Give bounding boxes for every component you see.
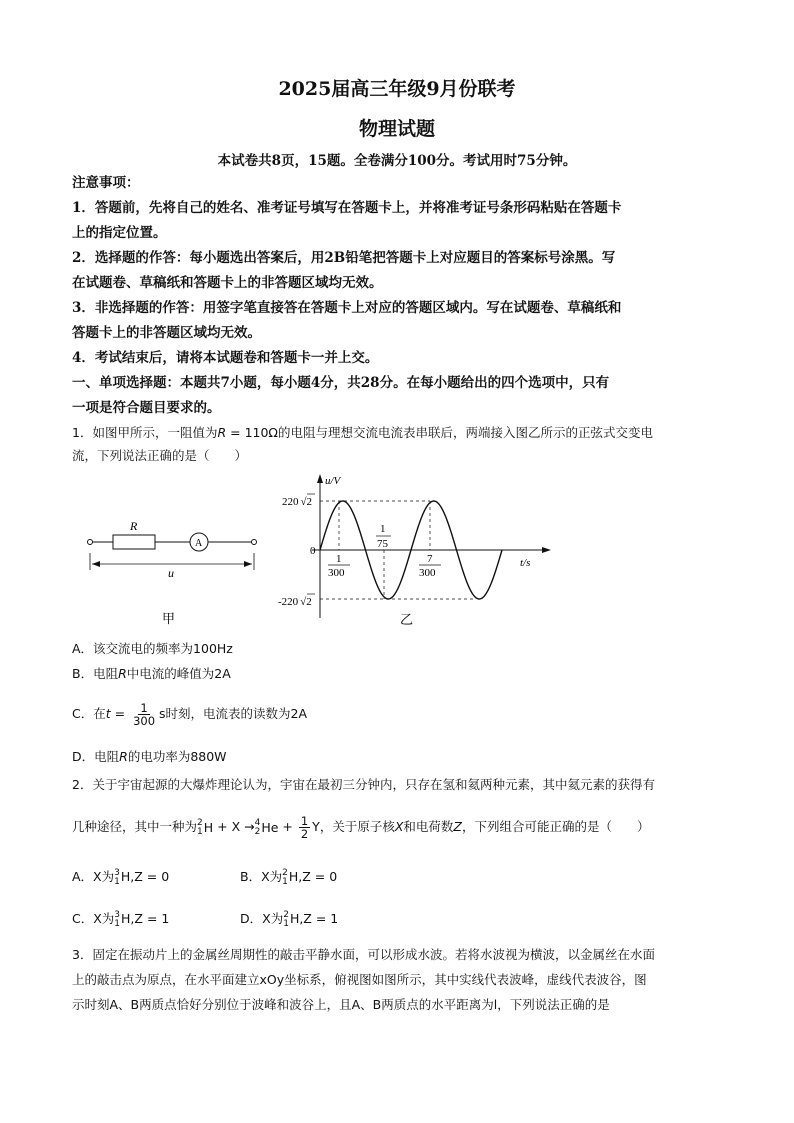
q1-figure-waveform bbox=[270, 470, 560, 632]
note-2-line-1: 2．选择题的作答：每小题选出答案后，用2B铅笔把答题卡上对应题目的答案标号涂黑。写 bbox=[72, 250, 616, 266]
figure-yi-caption: 乙 bbox=[400, 612, 414, 627]
note-3-line-1: 3．非选择题的作答：用签字笔直接答在答题卡上对应的答题区域内。写在试题卷、草稿纸和 bbox=[72, 300, 622, 316]
tick-3-num: 7 bbox=[427, 553, 433, 565]
q1-option-d: D．电阻R的电功率为880W bbox=[72, 749, 227, 764]
ammeter-label: A bbox=[195, 538, 203, 549]
q1-option-c: C．在t = $\frac{1}{300}$ s时刻，电流表的读数为2A bbox=[72, 701, 308, 728]
voltage-label: u bbox=[168, 566, 174, 580]
page-title: 2025届高三年级9月份联考 bbox=[278, 78, 516, 100]
q2-option-d: D．X为 2 1 H,Z = 1 bbox=[240, 910, 339, 929]
q2-option-b: B．X为 2 1 H,Z = 0 bbox=[240, 868, 338, 887]
q3-stem-line-1: 3．固定在振动片上的金属丝周期性的敲击平静水面，可以形成水波。若将水波视为横波，以金属丝在水面 bbox=[72, 947, 655, 962]
subject-title: 物理试题 bbox=[358, 118, 435, 140]
section-1-line-1: 一、单项选择题：本题共7小题，每小题4分，共28分。在每小题给出的四个选项中，只有 bbox=[72, 375, 610, 391]
q2-option-c: C．X为 3 1 H,Z = 1 bbox=[72, 910, 170, 929]
tick-2-den: 75 bbox=[377, 538, 388, 550]
tick-1-num: 1 bbox=[336, 553, 342, 565]
x-axis-label: t/s bbox=[520, 557, 531, 569]
section-1-line-2: 一项是符合题目要求的。 bbox=[72, 400, 221, 416]
q1-option-a: A．该交流电的频率为100Hz bbox=[72, 641, 233, 656]
origin-label: 0 bbox=[310, 545, 316, 557]
y-peak-label: 220 √2 bbox=[282, 496, 313, 508]
q1-stem-line-1: 1．如图甲所示，一阻值为R = 110Ω的电阻与理想交流电流表串联后，两端接入图乙所示的正弦式交变电 bbox=[72, 425, 654, 440]
q2-stem-line-2: 几种途径，其中一种为 2 1 H + X → 4 2 He + $\frac{1}{2}$ Y，关于原子核X和电荷数Z，下列组合可能正确的是（ ） bbox=[72, 814, 650, 841]
figure-jia-caption: 甲 bbox=[162, 611, 176, 626]
q3-stem-line-3: 示时刻A、B两质点恰好分别位于波峰和波谷上，且A、B两质点的水平距离为l，下列说法正确的是 bbox=[72, 997, 610, 1012]
q2-option-a: A．X为 3 1 H,Z = 0 bbox=[72, 868, 170, 887]
note-3-line-2: 答题卡上的非答题区域均无效。 bbox=[72, 325, 261, 341]
tick-2-num: 1 bbox=[380, 523, 386, 535]
note-4: 4．考试结束后，请将本试题卷和答题卡一并上交。 bbox=[72, 350, 379, 366]
y-axis-label: u/V bbox=[325, 475, 341, 487]
q1-stem-line-2: 流，下列说法正确的是（ ） bbox=[72, 448, 248, 463]
q2-stem-line-1: 2．关于宇宙起源的大爆炸理论认为，宇宙在最初三分钟内，只存在氢和氦两种元素，其中氦元素的获得有 bbox=[72, 777, 655, 792]
note-1-line-1: 1．答题前，先将自己的姓名、准考证号填写在答题卡上，并将准考证号条形码粘贴在答题卡 bbox=[72, 200, 622, 216]
tick-1-den: 300 bbox=[328, 567, 345, 579]
note-1-line-2: 上的指定位置。 bbox=[72, 225, 167, 241]
note-2-line-2: 在试题卷、草稿纸和答题卡上的非答题区域均无效。 bbox=[72, 275, 383, 291]
q1-figure-circuit bbox=[80, 515, 265, 630]
exam-info: 本试卷共8页，15题。全卷满分100分。考试用时75分钟。 bbox=[217, 153, 577, 169]
resistor-label: R bbox=[130, 519, 138, 533]
notes-heading: 注意事项： bbox=[72, 175, 140, 191]
tick-3-den: 300 bbox=[419, 567, 436, 579]
q1-option-b: B．电阻R中电流的峰值为2A bbox=[72, 666, 231, 681]
q3-stem-line-2: 上的敲击点为原点，在水平面建立xOy坐标系，俯视图如图所示，其中实线代表波峰，虚线代表波谷，图 bbox=[72, 972, 647, 987]
y-trough-label: -220 √2 bbox=[278, 596, 312, 608]
